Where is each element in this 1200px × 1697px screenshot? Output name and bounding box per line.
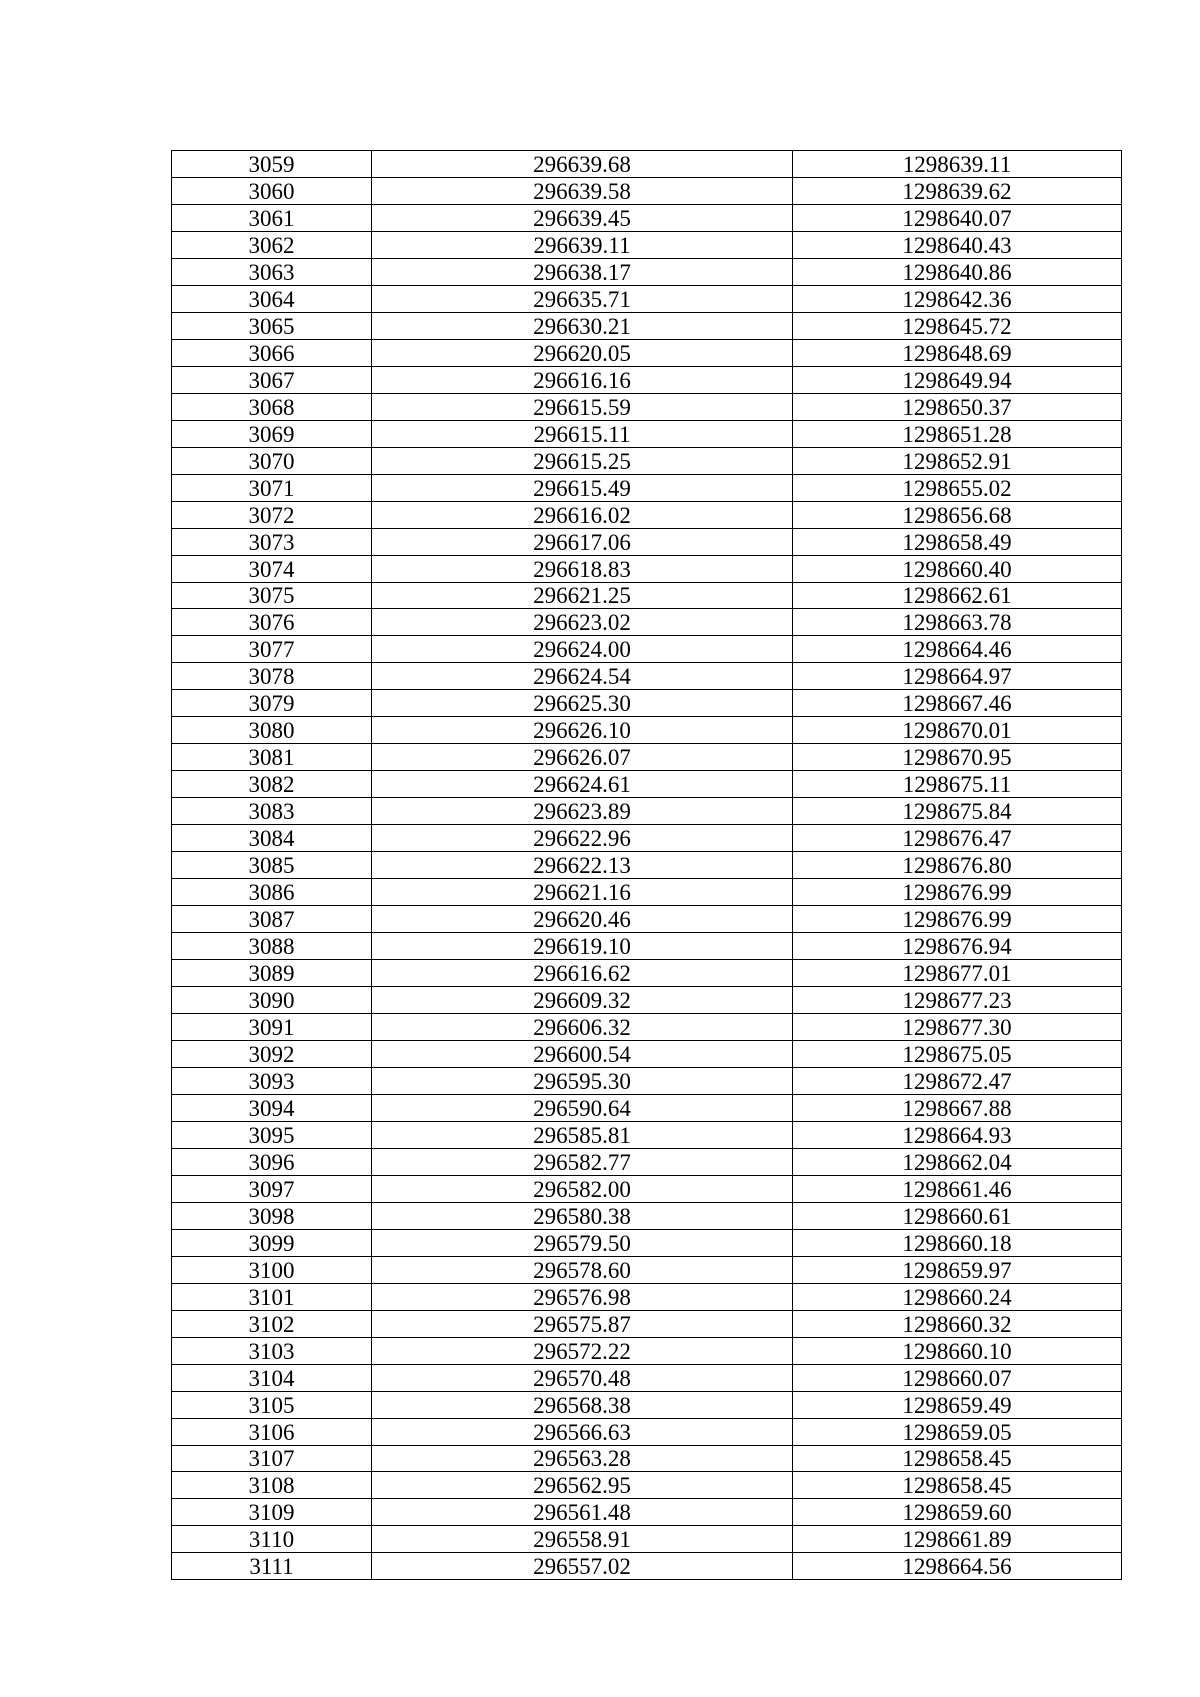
y-coordinate-cell: 1298640.86 bbox=[793, 258, 1122, 285]
y-coordinate-cell: 1298676.47 bbox=[793, 825, 1122, 852]
x-coordinate-cell: 296615.25 bbox=[372, 447, 793, 474]
y-coordinate-cell: 1298642.36 bbox=[793, 285, 1122, 312]
coordinates-table bbox=[171, 150, 1122, 1580]
point-number-cell: 3090 bbox=[172, 987, 372, 1014]
table-row bbox=[172, 1445, 1122, 1472]
point-number-cell: 3068 bbox=[172, 393, 372, 420]
y-coordinate-cell: 1298664.97 bbox=[793, 663, 1122, 690]
x-coordinate-cell: 296582.00 bbox=[372, 1175, 793, 1202]
y-coordinate-cell: 1298675.84 bbox=[793, 798, 1122, 825]
point-number-cell: 3110 bbox=[172, 1526, 372, 1553]
point-number-cell: 3064 bbox=[172, 285, 372, 312]
x-coordinate-cell: 296568.38 bbox=[372, 1391, 793, 1418]
y-coordinate-cell: 1298667.88 bbox=[793, 1094, 1122, 1121]
x-coordinate-cell: 296626.10 bbox=[372, 717, 793, 744]
table-row bbox=[172, 1040, 1122, 1067]
y-coordinate-cell: 1298659.97 bbox=[793, 1256, 1122, 1283]
x-coordinate-cell: 296579.50 bbox=[372, 1229, 793, 1256]
y-coordinate-cell: 1298659.60 bbox=[793, 1499, 1122, 1526]
table-row bbox=[172, 339, 1122, 366]
point-number-cell: 3066 bbox=[172, 339, 372, 366]
x-coordinate-cell: 296621.16 bbox=[372, 879, 793, 906]
y-coordinate-cell: 1298667.46 bbox=[793, 690, 1122, 717]
x-coordinate-cell: 296639.45 bbox=[372, 204, 793, 231]
table-row bbox=[172, 1202, 1122, 1229]
x-coordinate-cell: 296616.02 bbox=[372, 501, 793, 528]
y-coordinate-cell: 1298658.45 bbox=[793, 1472, 1122, 1499]
point-number-cell: 3092 bbox=[172, 1040, 372, 1067]
y-coordinate-cell: 1298660.07 bbox=[793, 1364, 1122, 1391]
table-row bbox=[172, 852, 1122, 879]
x-coordinate-cell: 296626.07 bbox=[372, 744, 793, 771]
point-number-cell: 3080 bbox=[172, 717, 372, 744]
x-coordinate-cell: 296615.59 bbox=[372, 393, 793, 420]
x-coordinate-cell: 296639.11 bbox=[372, 231, 793, 258]
table-row bbox=[172, 798, 1122, 825]
x-coordinate-cell: 296615.11 bbox=[372, 420, 793, 447]
table-row bbox=[172, 501, 1122, 528]
x-coordinate-cell: 296624.00 bbox=[372, 636, 793, 663]
point-number-cell: 3104 bbox=[172, 1364, 372, 1391]
point-number-cell: 3095 bbox=[172, 1121, 372, 1148]
table-row bbox=[172, 1175, 1122, 1202]
point-number-cell: 3100 bbox=[172, 1256, 372, 1283]
y-coordinate-cell: 1298664.46 bbox=[793, 636, 1122, 663]
x-coordinate-cell: 296639.68 bbox=[372, 151, 793, 178]
y-coordinate-cell: 1298640.43 bbox=[793, 231, 1122, 258]
y-coordinate-cell: 1298658.49 bbox=[793, 528, 1122, 555]
table-row bbox=[172, 987, 1122, 1014]
point-number-cell: 3111 bbox=[172, 1553, 372, 1580]
table-row bbox=[172, 474, 1122, 501]
table-row bbox=[172, 1256, 1122, 1283]
point-number-cell: 3109 bbox=[172, 1499, 372, 1526]
y-coordinate-cell: 1298659.05 bbox=[793, 1418, 1122, 1445]
x-coordinate-cell: 296558.91 bbox=[372, 1526, 793, 1553]
y-coordinate-cell: 1298640.07 bbox=[793, 204, 1122, 231]
y-coordinate-cell: 1298660.32 bbox=[793, 1310, 1122, 1337]
point-number-cell: 3098 bbox=[172, 1202, 372, 1229]
table-row bbox=[172, 1283, 1122, 1310]
y-coordinate-cell: 1298660.61 bbox=[793, 1202, 1122, 1229]
x-coordinate-cell: 296620.05 bbox=[372, 339, 793, 366]
y-coordinate-cell: 1298658.45 bbox=[793, 1445, 1122, 1472]
y-coordinate-cell: 1298677.30 bbox=[793, 1014, 1122, 1041]
y-coordinate-cell: 1298677.01 bbox=[793, 960, 1122, 987]
x-coordinate-cell: 296622.96 bbox=[372, 825, 793, 852]
y-coordinate-cell: 1298649.94 bbox=[793, 366, 1122, 393]
point-number-cell: 3091 bbox=[172, 1014, 372, 1041]
table-row bbox=[172, 177, 1122, 204]
point-number-cell: 3093 bbox=[172, 1067, 372, 1094]
point-number-cell: 3072 bbox=[172, 501, 372, 528]
table-row bbox=[172, 151, 1122, 178]
point-number-cell: 3087 bbox=[172, 906, 372, 933]
y-coordinate-cell: 1298660.18 bbox=[793, 1229, 1122, 1256]
point-number-cell: 3073 bbox=[172, 528, 372, 555]
y-coordinate-cell: 1298661.89 bbox=[793, 1526, 1122, 1553]
point-number-cell: 3082 bbox=[172, 771, 372, 798]
table-row bbox=[172, 1148, 1122, 1175]
x-coordinate-cell: 296570.48 bbox=[372, 1364, 793, 1391]
point-number-cell: 3105 bbox=[172, 1391, 372, 1418]
point-number-cell: 3059 bbox=[172, 151, 372, 178]
y-coordinate-cell: 1298645.72 bbox=[793, 312, 1122, 339]
point-number-cell: 3061 bbox=[172, 204, 372, 231]
y-coordinate-cell: 1298676.94 bbox=[793, 933, 1122, 960]
table-row bbox=[172, 879, 1122, 906]
table-row bbox=[172, 258, 1122, 285]
point-number-cell: 3085 bbox=[172, 852, 372, 879]
y-coordinate-cell: 1298660.10 bbox=[793, 1337, 1122, 1364]
table-row bbox=[172, 1310, 1122, 1337]
table-row bbox=[172, 771, 1122, 798]
point-number-cell: 3108 bbox=[172, 1472, 372, 1499]
table-row bbox=[172, 1229, 1122, 1256]
table-row bbox=[172, 690, 1122, 717]
y-coordinate-cell: 1298675.11 bbox=[793, 771, 1122, 798]
table-row bbox=[172, 420, 1122, 447]
x-coordinate-cell: 296562.95 bbox=[372, 1472, 793, 1499]
point-number-cell: 3062 bbox=[172, 231, 372, 258]
table-row bbox=[172, 1391, 1122, 1418]
point-number-cell: 3071 bbox=[172, 474, 372, 501]
y-coordinate-cell: 1298676.99 bbox=[793, 879, 1122, 906]
point-number-cell: 3083 bbox=[172, 798, 372, 825]
table-row bbox=[172, 204, 1122, 231]
x-coordinate-cell: 296572.22 bbox=[372, 1337, 793, 1364]
table-row bbox=[172, 1121, 1122, 1148]
y-coordinate-cell: 1298661.46 bbox=[793, 1175, 1122, 1202]
table-row bbox=[172, 1418, 1122, 1445]
x-coordinate-cell: 296609.32 bbox=[372, 987, 793, 1014]
point-number-cell: 3065 bbox=[172, 312, 372, 339]
x-coordinate-cell: 296622.13 bbox=[372, 852, 793, 879]
table-row bbox=[172, 906, 1122, 933]
point-number-cell: 3074 bbox=[172, 555, 372, 582]
table-row bbox=[172, 717, 1122, 744]
y-coordinate-cell: 1298660.40 bbox=[793, 555, 1122, 582]
x-coordinate-cell: 296595.30 bbox=[372, 1067, 793, 1094]
x-coordinate-cell: 296624.54 bbox=[372, 663, 793, 690]
x-coordinate-cell: 296621.25 bbox=[372, 582, 793, 609]
y-coordinate-cell: 1298664.93 bbox=[793, 1121, 1122, 1148]
y-coordinate-cell: 1298648.69 bbox=[793, 339, 1122, 366]
x-coordinate-cell: 296625.30 bbox=[372, 690, 793, 717]
point-number-cell: 3088 bbox=[172, 933, 372, 960]
x-coordinate-cell: 296630.21 bbox=[372, 312, 793, 339]
point-number-cell: 3070 bbox=[172, 447, 372, 474]
table-row bbox=[172, 1337, 1122, 1364]
x-coordinate-cell: 296623.89 bbox=[372, 798, 793, 825]
table-row bbox=[172, 393, 1122, 420]
x-coordinate-cell: 296582.77 bbox=[372, 1148, 793, 1175]
point-number-cell: 3081 bbox=[172, 744, 372, 771]
x-coordinate-cell: 296561.48 bbox=[372, 1499, 793, 1526]
table-row bbox=[172, 1553, 1122, 1580]
point-number-cell: 3067 bbox=[172, 366, 372, 393]
point-number-cell: 3097 bbox=[172, 1175, 372, 1202]
point-number-cell: 3106 bbox=[172, 1418, 372, 1445]
y-coordinate-cell: 1298676.80 bbox=[793, 852, 1122, 879]
x-coordinate-cell: 296619.10 bbox=[372, 933, 793, 960]
x-coordinate-cell: 296585.81 bbox=[372, 1121, 793, 1148]
y-coordinate-cell: 1298662.61 bbox=[793, 582, 1122, 609]
x-coordinate-cell: 296578.60 bbox=[372, 1256, 793, 1283]
table-row bbox=[172, 285, 1122, 312]
point-number-cell: 3079 bbox=[172, 690, 372, 717]
point-number-cell: 3094 bbox=[172, 1094, 372, 1121]
point-number-cell: 3077 bbox=[172, 636, 372, 663]
table-row bbox=[172, 663, 1122, 690]
point-number-cell: 3102 bbox=[172, 1310, 372, 1337]
y-coordinate-cell: 1298663.78 bbox=[793, 609, 1122, 636]
y-coordinate-cell: 1298651.28 bbox=[793, 420, 1122, 447]
point-number-cell: 3101 bbox=[172, 1283, 372, 1310]
x-coordinate-cell: 296616.62 bbox=[372, 960, 793, 987]
point-number-cell: 3089 bbox=[172, 960, 372, 987]
table-row bbox=[172, 366, 1122, 393]
x-coordinate-cell: 296638.17 bbox=[372, 258, 793, 285]
point-number-cell: 3069 bbox=[172, 420, 372, 447]
x-coordinate-cell: 296575.87 bbox=[372, 1310, 793, 1337]
y-coordinate-cell: 1298655.02 bbox=[793, 474, 1122, 501]
table-row bbox=[172, 1067, 1122, 1094]
table-row bbox=[172, 1472, 1122, 1499]
table-row bbox=[172, 1014, 1122, 1041]
y-coordinate-cell: 1298660.24 bbox=[793, 1283, 1122, 1310]
y-coordinate-cell: 1298662.04 bbox=[793, 1148, 1122, 1175]
y-coordinate-cell: 1298677.23 bbox=[793, 987, 1122, 1014]
table-row bbox=[172, 960, 1122, 987]
point-number-cell: 3096 bbox=[172, 1148, 372, 1175]
x-coordinate-cell: 296624.61 bbox=[372, 771, 793, 798]
x-coordinate-cell: 296639.58 bbox=[372, 177, 793, 204]
table-row bbox=[172, 231, 1122, 258]
y-coordinate-cell: 1298676.99 bbox=[793, 906, 1122, 933]
x-coordinate-cell: 296617.06 bbox=[372, 528, 793, 555]
point-number-cell: 3107 bbox=[172, 1445, 372, 1472]
point-number-cell: 3099 bbox=[172, 1229, 372, 1256]
table-row bbox=[172, 1499, 1122, 1526]
y-coordinate-cell: 1298670.95 bbox=[793, 744, 1122, 771]
y-coordinate-cell: 1298675.05 bbox=[793, 1040, 1122, 1067]
table-row bbox=[172, 447, 1122, 474]
y-coordinate-cell: 1298650.37 bbox=[793, 393, 1122, 420]
x-coordinate-cell: 296557.02 bbox=[372, 1553, 793, 1580]
table-row bbox=[172, 1526, 1122, 1553]
table-row bbox=[172, 1364, 1122, 1391]
y-coordinate-cell: 1298659.49 bbox=[793, 1391, 1122, 1418]
x-coordinate-cell: 296590.64 bbox=[372, 1094, 793, 1121]
x-coordinate-cell: 296566.63 bbox=[372, 1418, 793, 1445]
table-row bbox=[172, 609, 1122, 636]
y-coordinate-cell: 1298639.11 bbox=[793, 151, 1122, 178]
x-coordinate-cell: 296616.16 bbox=[372, 366, 793, 393]
y-coordinate-cell: 1298670.01 bbox=[793, 717, 1122, 744]
x-coordinate-cell: 296618.83 bbox=[372, 555, 793, 582]
x-coordinate-cell: 296600.54 bbox=[372, 1040, 793, 1067]
x-coordinate-cell: 296623.02 bbox=[372, 609, 793, 636]
point-number-cell: 3086 bbox=[172, 879, 372, 906]
table-row bbox=[172, 636, 1122, 663]
y-coordinate-cell: 1298656.68 bbox=[793, 501, 1122, 528]
x-coordinate-cell: 296606.32 bbox=[372, 1014, 793, 1041]
x-coordinate-cell: 296635.71 bbox=[372, 285, 793, 312]
point-number-cell: 3063 bbox=[172, 258, 372, 285]
point-number-cell: 3078 bbox=[172, 663, 372, 690]
table-row bbox=[172, 744, 1122, 771]
y-coordinate-cell: 1298652.91 bbox=[793, 447, 1122, 474]
table-row bbox=[172, 312, 1122, 339]
table-row bbox=[172, 555, 1122, 582]
point-number-cell: 3103 bbox=[172, 1337, 372, 1364]
coordinates-table-body bbox=[172, 151, 1122, 1580]
table-row bbox=[172, 933, 1122, 960]
point-number-cell: 3084 bbox=[172, 825, 372, 852]
table-row bbox=[172, 582, 1122, 609]
table-row bbox=[172, 1094, 1122, 1121]
x-coordinate-cell: 296615.49 bbox=[372, 474, 793, 501]
point-number-cell: 3060 bbox=[172, 177, 372, 204]
y-coordinate-cell: 1298639.62 bbox=[793, 177, 1122, 204]
table-row bbox=[172, 825, 1122, 852]
table-row bbox=[172, 528, 1122, 555]
x-coordinate-cell: 296563.28 bbox=[372, 1445, 793, 1472]
x-coordinate-cell: 296620.46 bbox=[372, 906, 793, 933]
point-number-cell: 3076 bbox=[172, 609, 372, 636]
y-coordinate-cell: 1298672.47 bbox=[793, 1067, 1122, 1094]
x-coordinate-cell: 296580.38 bbox=[372, 1202, 793, 1229]
x-coordinate-cell: 296576.98 bbox=[372, 1283, 793, 1310]
point-number-cell: 3075 bbox=[172, 582, 372, 609]
y-coordinate-cell: 1298664.56 bbox=[793, 1553, 1122, 1580]
